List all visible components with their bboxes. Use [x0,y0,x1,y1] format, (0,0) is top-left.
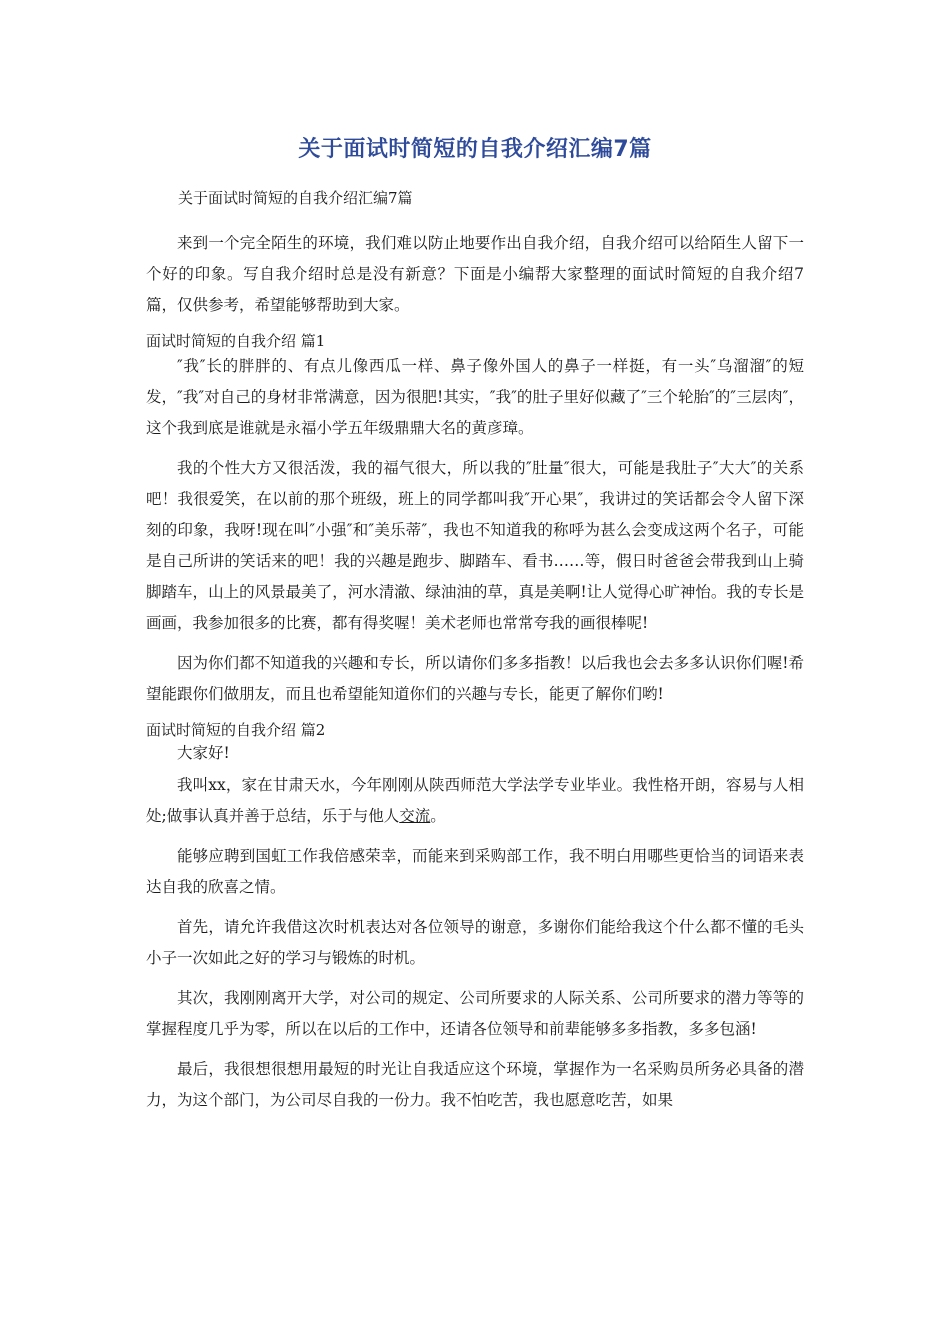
section1-paragraph-2: 我的个性大方又很活泼，我的福气很大，所以我的″肚量″很大，可能是我肚子″大大″的关系吧！我很爱笑，在以前的那个班级，班上的同学都叫我″开心果″，我讲过的笑话都会令人留下深刻的印象，我呀!现在叫″小强″和″美乐蒂″，我也不知道我的称呼为甚么会变成这两个名子，可能是自己所讲的笑话来的吧！我的兴趣是跑步、脚踏车、看书……等，假日时爸爸会带我到山上骑脚踏车，山上的风景最美了，河水清澈、绿油油的草，真是美啊!让人觉得心旷神怡。我的专长是画画，我参加很多的比赛，都有得奖喔！美术老师也常常夸我的画很棒呢! [146,459,804,632]
document-subtitle: 关于面试时简短的自我介绍汇编7篇 [178,189,413,207]
intro-paragraph: 来到一个完全陌生的环境，我们难以防止地要作出自我介绍，自我介绍可以给陌生人留下一个好的印象。写自我介绍时总是没有新意？下面是小编帮大家整理的面试时简短的自我介绍7篇，仅供参考，希望能够帮助到大家。 [146,234,804,314]
exchange-link[interactable]: 交流 [399,807,431,825]
section2-paragraph-5: 最后，我很想很想用最短的时光让自我适应这个环境，掌握作为一名采购员所务必具备的潜力，为这个部门，为公司尽自我的一份力。我不怕吃苦，我也愿意吃苦，如果 [146,1060,804,1109]
section2-paragraph-1-text: 我叫xx，家在甘肃天水，今年刚刚从陕西师范大学法学专业毕业。我性格开朗，容易与人相处;做事认真并善于总结，乐于与他人 [146,776,804,825]
section2-greeting: 大家好! [177,744,230,762]
section2-paragraph-2: 能够应聘到国虹工作我倍感荣幸，而能来到采购部工作，我不明白用哪些更恰当的词语来表达自我的欣喜之情。 [146,847,804,896]
section1-paragraph-3: 因为你们都不知道我的兴趣和专长，所以请你们多多指教！以后我也会去多多认识你们喔!希望能跟你们做朋友，而且也希望能知道你们的兴趣与专长，能更了解你们哟! [146,654,804,703]
section2-heading: 面试时简短的自我介绍 篇2 [146,721,326,739]
section2-paragraph-4: 其次，我刚刚离开大学，对公司的规定、公司所要求的人际关系、公司所要求的潜力等等的掌握程度几乎为零，所以在以后的工作中，还请各位领导和前辈能够多多指教，多多包涵! [146,989,804,1038]
section1-paragraph-1: ″我″长的胖胖的、有点儿像西瓜一样、鼻子像外国人的鼻子一样挺，有一头″乌溜溜″的短发，″我″对自己的身材非常满意，因为很肥!其实，″我″的肚子里好似藏了″三个轮胎″的″三层肉″，这个我到底是谁就是永福小学五年级鼎鼎大名的黄彦璋。 [146,357,804,437]
section2-paragraph-3: 首先，请允许我借这次时机表达对各位领导的谢意，多谢你们能给我这个什么都不懂的毛头小子一次如此之好的学习与锻炼的时机。 [146,918,804,967]
section2-paragraph-1 [146,770,804,832]
section2-paragraph-1-end: 。 [430,807,446,825]
section1-heading: 面试时简短的自我介绍 篇1 [146,332,326,350]
document-title: 关于面试时简短的自我介绍汇编7篇 [298,137,652,162]
document-body [146,228,804,1116]
